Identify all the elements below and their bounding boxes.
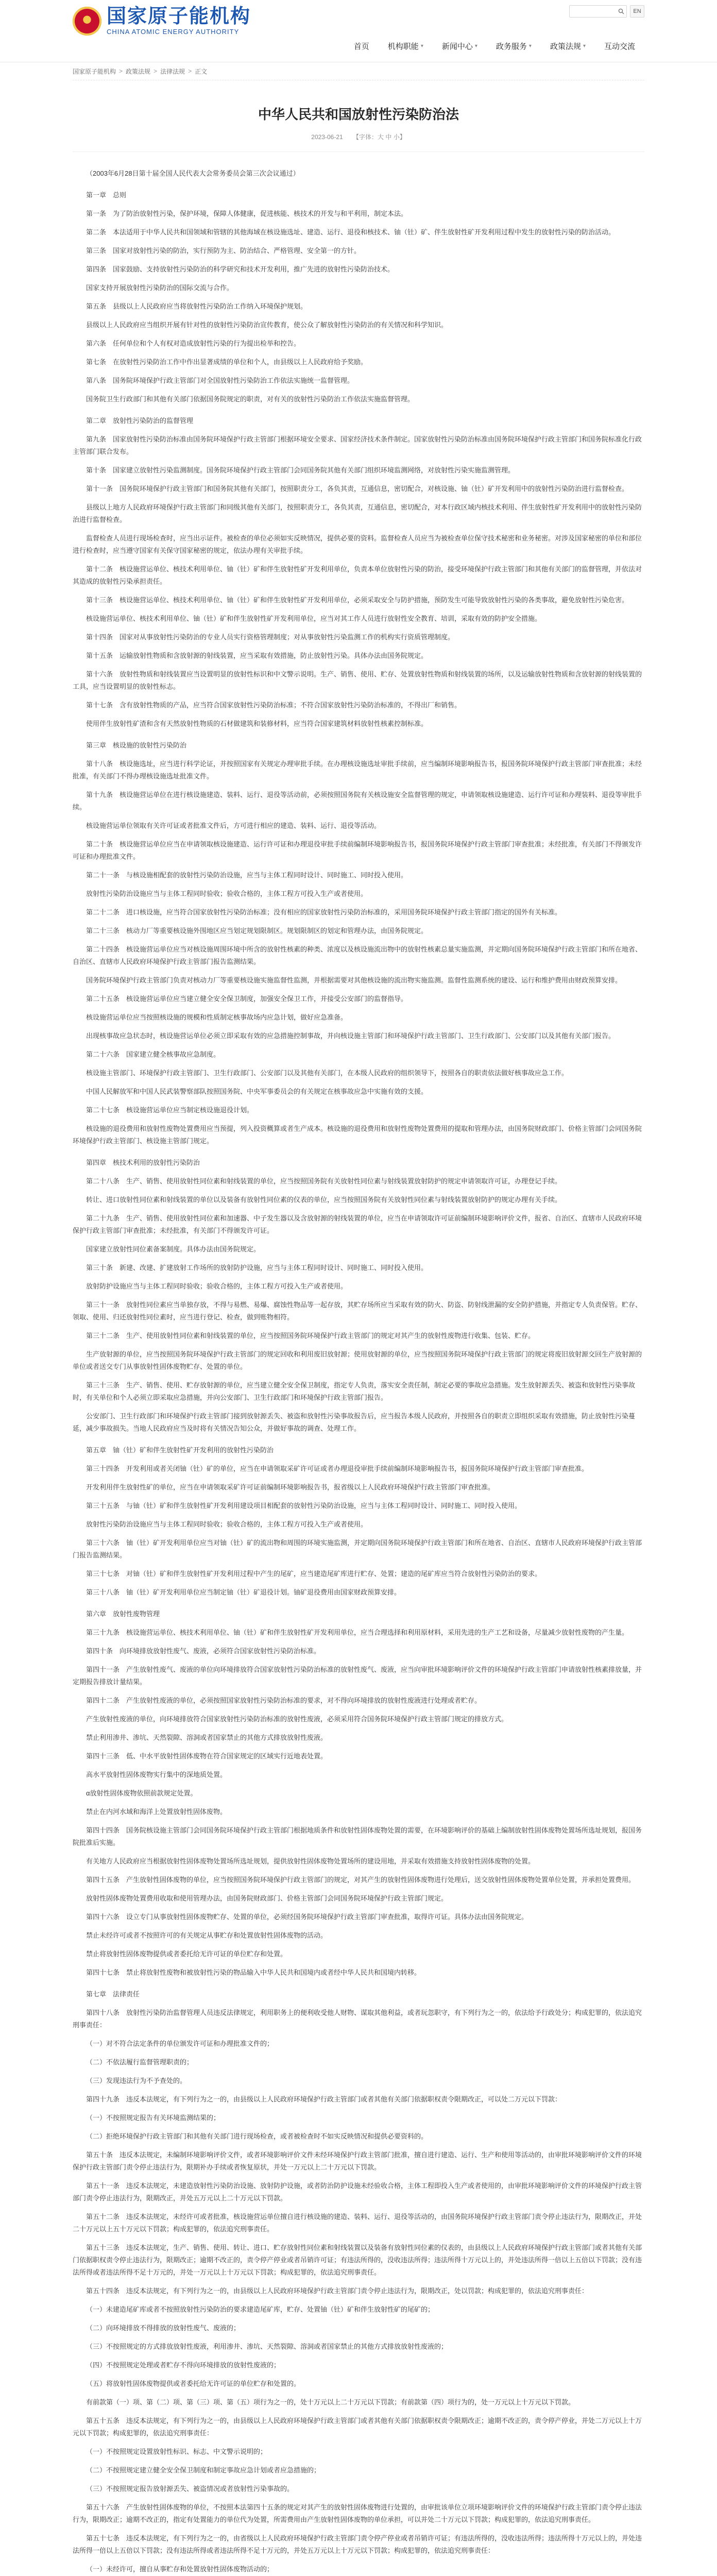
article-paragraph: 第十五条 运输放射性物质和含放射源的射线装置，应当采取有效措施，防止放射性污染。具体办法由国务院规定。 <box>86 652 428 659</box>
article-paragraph: 第二十五条 核设施营运单位应当建立健全安全保卫制度，加强安全保卫工作，并接受公安部门的监督指导。 <box>86 995 408 1003</box>
article-paragraph: 第三十四条 开发利用或者关闭铀（钍）矿的单位，应当在申请领取采矿许可证或者办理退役审批手续前编制环境影响报告书，报国务院环境保护行政主管部门审查批准。 <box>86 1465 589 1472</box>
article-paragraph: 第十三条 核设施营运单位、核技术利用单位、铀（钍）矿和伴生放射性矿开发利用单位，必须采取安全与防护措施，预防发生可能导致放射性污染的各类事故，避免放射性污染危害。 <box>86 596 629 604</box>
article-paragraph: 第四十二条 产生放射性废液的单位，必须按照国家放射性污染防治标准的要求，对不得向环境排放的放射性废液进行处理或者贮存。 <box>86 1697 482 1704</box>
nav-item[interactable] <box>345 37 379 55</box>
font-size-switcher[interactable]: 【字体：大 中 小】 <box>353 133 406 141</box>
site-logo[interactable] <box>73 6 251 36</box>
article-paragraph: 第五十一条 违反本法规定，未建造放射性污染防治设施、放射防护设施，或者防治防护设施未经验收合格，主体工程即投入生产或者使用的，由审批环境影响评价文件的环境保护行政主管部门责令停止违法行为，限期改正，并处五万元以上二十万元以下罚款。 <box>73 2182 642 2202</box>
article-paragraph: 使用伴生放射性矿渣和含有天然放射性物质的石材做建筑和装修材料，应当符合国家建筑材料放射性核素控制标准。 <box>86 720 428 727</box>
article-paragraph: 第二十八条 生产、销售、使用放射性同位素和射线装置的单位，应当按照国务院有关放射性同位素与射线装置放射防护的规定申请领取许可证，办理登记手续。 <box>86 1177 562 1185</box>
article-paragraph: 第九条 国家放射性污染防治标准由国务院环境保护行政主管部门根据环境安全要求、国家经济技术条件制定。国家放射性污染防治标准由国务院环境保护行政主管部门和国务院标准化行政主管部门联合发布。 <box>73 435 642 455</box>
nav-item-label: 首页 <box>353 42 369 51</box>
article-meta <box>73 132 644 141</box>
search-box <box>569 5 627 18</box>
article-paragraph: （二）拒绝环境保护行政主管部门和其他有关部门进行现场检查，或者被检查时不如实反映情况和提供必要资料的。 <box>86 2132 428 2140</box>
article-paragraph: 第四十条 向环境排放放射性废气、废液，必须符合国家放射性污染防治标准。 <box>86 1647 321 1655</box>
article-paragraph: 县级以上地方人民政府环境保护行政主管部门和同级其他有关部门，按照职责分工，各负其责，互通信息，密切配合，对本行政区域内核技术利用、伴生放射性矿开发利用中的放射性污染防治进行监督检查。 <box>73 503 642 523</box>
site-header <box>0 0 717 62</box>
article-paragraph: 第五十七条 违反本法规定，有下列行为之一的，由省级以上人民政府环境保护行政主管部门责令停产停业或者吊销许可证；有违法所得的，没收违法所得；违法所得十万元以上的，并处违法所得一倍以上五倍以下罚款；没有违法所得或者违法所得不足十万元的，并处五万元以上十万元以下罚款；构成犯罪的，依法追究刑事责任： <box>73 2534 642 2554</box>
nav-item-label: 新闻中心 <box>441 42 473 51</box>
article-paragraph: 产生放射性废液的单位，向环境排放符合国家放射性污染防治标准的放射性废液，必须采用符合国务院环境保护行政主管部门规定的排放方式。 <box>86 1715 508 1723</box>
breadcrumb-item[interactable]: 国家原子能机构 <box>73 67 116 75</box>
article-paragraph: 国家支持开展放射性污染防治的国际交流与合作。 <box>86 284 234 292</box>
nav-item-label: 机构职能 <box>387 42 419 51</box>
breadcrumb-item: 正文 <box>195 67 208 75</box>
article-paragraph: 第四十九条 违反本法规定，有下列行为之一的，由县级以上人民政府环境保护行政主管部门或者其他有关部门依据职权责令限期改正，可以处二万元以下罚款： <box>86 2095 562 2103</box>
article-paragraph: 第十四条 国家对从事放射性污染防治的专业人员实行资格管理制度；对从事放射性污染监测工作的机构实行资质管理制度。 <box>86 633 455 641</box>
article-paragraph: 第三章 核设施的放射性污染防治 <box>86 741 187 749</box>
article-paragraph: 禁止未经许可或者不按照许可的有关规定从事贮存和处置放射性固体废物的活动。 <box>86 1931 328 1939</box>
article-paragraph: 第四条 国家鼓励、支持放射性污染防治的科学研究和技术开发利用，推广先进的放射性污染防治技术。 <box>86 265 395 273</box>
chevron-down-icon: ▾ <box>528 43 532 49</box>
article-paragraph: 第二十四条 核设施营运单位应当对核设施周围环境中所含的放射性核素的种类、浓度以及核设施流出物中的放射性核素总量实施监测，并定期向国务院环境保护行政主管部门和所在地省、自治区、直辖市人民政府环境保护行政主管部门报告监测结果。 <box>73 945 642 965</box>
article-paragraph: 核设施营运单位应当按照核设施的规模和性质制定核事故场内应急计划，做好应急准备。 <box>86 1013 348 1021</box>
article-body <box>73 167 644 2576</box>
article-paragraph: 第五条 县级以上人民政府应当将放射性污染防治工作纳入环境保护规划。 <box>86 302 308 310</box>
article-paragraph: 有关地方人民政府应当根据放射性固体废物处置场所选址规划，提供放射性固体废物处置场所的建设用地，并采取有效措施支持放射性固体废物的处置。 <box>86 1857 535 1865</box>
article-paragraph: （一）不按照规定报告有关环境监测结果的； <box>86 2114 220 2122</box>
article-paragraph: （一）对不符合法定条件的单位颁发许可证和办理批准文件的； <box>86 2040 274 2047</box>
breadcrumb-separator-icon: > <box>188 67 192 75</box>
article-paragraph: 监督检查人员进行现场检查时，应当出示证件。被检查的单位必须如实反映情况，提供必要的资料。监督检查人员应当为被检查单位保守技术秘密和业务秘密。对涉及国家秘密的单位和部位进行检查时，应当遵守国家有关保守国家秘密的规定，依法办理有关审批手续。 <box>73 534 642 554</box>
top-toolbar <box>569 5 644 18</box>
article-paragraph: 第一章 总则 <box>86 191 127 199</box>
article-paragraph: 第二十三条 核动力厂等重要核设施外围地区应当划定规划限制区。规划限制区的划定和管理办法，由国务院规定。 <box>86 927 428 935</box>
nav-item[interactable] <box>433 37 487 55</box>
breadcrumb <box>73 62 644 80</box>
article-paragraph: （一）不按照规定设置放射性标识、标志、中文警示说明的； <box>86 2448 267 2455</box>
article-paragraph: （四）不按照规定处理或者贮存不得向环境排放的放射性废液的； <box>86 2361 281 2369</box>
article-paragraph: 第五十四条 违反本法规定，有下列行为之一的，由县级以上人民政府环境保护行政主管部门责令停止违法行为，限期改正，处以罚款；构成犯罪的，依法追究刑事责任： <box>86 2287 589 2295</box>
nav-item-label: 政策法规 <box>550 42 581 51</box>
article-paragraph: α放射性固体废物依照前款规定处置。 <box>86 1789 197 1797</box>
article-paragraph: 第六条 任何单位和个人有权对造成放射性污染的行为提出检举和控告。 <box>86 340 301 347</box>
article-paragraph: 转让、进口放射性同位素和射线装置的单位以及装备有放射性同位素的仪表的单位，应当按照国务院有关放射性同位素与射线装置放射防护的规定办理有关手续。 <box>86 1196 562 1204</box>
article-paragraph: 第五章 铀（钍）矿和伴生放射性矿开发利用的放射性污染防治 <box>86 1446 274 1454</box>
main-nav <box>345 37 644 55</box>
article-paragraph: 公安部门、卫生行政部门和环境保护行政主管部门接到放射源丢失、被盗和放射性污染事故报告后，应当报告本级人民政府，并按照各自的职责立即组织采取有效措施，防止放射性污染蔓延，减少事故损失。当地人民政府应当及时将有关情况告知公众，并做好事故的调查、处理工作。 <box>73 1412 636 1432</box>
article-paragraph: 生产放射源的单位，应当按照国务院环境保护行政主管部门的规定回收和利用废旧放射源；使用放射源的单位，应当按照国务院环境保护行政主管部门的规定将废旧放射源交回生产放射源的单位或者送交专门从事放射性固体废物贮存、处置的单位。 <box>73 1350 642 1370</box>
article-container <box>73 80 644 2576</box>
article-paragraph: 第十一条 国务院环境保护行政主管部门和国务院其他有关部门，按照职责分工，各负其责，互通信息，密切配合，对核设施、铀（钍）矿开发利用中的放射性污染防治进行监督检查。 <box>86 485 629 493</box>
site-name-en: CHINA ATOMIC ENERGY AUTHORITY <box>107 28 240 36</box>
article-paragraph: 核设施营运单位、核技术利用单位、铀（钍）矿和伴生放射性矿开发利用单位，应当对其工作人员进行放射性安全教育、培训，采取有效的防护安全措施。 <box>86 615 542 622</box>
breadcrumb-separator-icon: > <box>119 67 123 75</box>
article-paragraph: 第四十一条 产生放射性废气、废液的单位向环境排放符合国家放射性污染防治标准的放射性废气、废液，应当向审批环境影响评价文件的环境保护行政主管部门申请放射性核素排放量，并定期报告排放计量结果。 <box>73 1666 642 1686</box>
article-paragraph: 禁止利用渗井、渗坑、天然裂隙、溶洞或者国家禁止的其他方式排放放射性废液。 <box>86 1734 328 1741</box>
nav-item-label: 政务服务 <box>496 42 527 51</box>
article-paragraph: 第四十七条 禁止将放射性废物和被放射性污染的物品输入中华人民共和国境内或者经中华人民共和国境内转移。 <box>86 1969 421 1976</box>
article-paragraph: 有前款第（一）项、第（二）项、第（三）项、第（五）项行为之一的，处十万元以上二十万元以下罚款；有前款第（四）项行为的，处一万元以上十万元以下罚款。 <box>86 2398 575 2406</box>
search-icon[interactable] <box>616 6 626 17</box>
article-paragraph: 禁止将放射性固体废物提供或者委托给无许可证的单位贮存和处置。 <box>86 1950 287 1958</box>
article-paragraph: 第四十五条 产生放射性固体废物的单位，应当按照国务院环境保护行政主管部门的规定，对其产生的放射性固体废物进行处理后，送交放射性固体废物处置单位处置，并承担处置费用。 <box>86 1876 636 1884</box>
national-emblem-icon <box>73 7 101 36</box>
article-paragraph: 第五十二条 违反本法规定，未经许可或者批准，核设施营运单位擅自进行核设施的建造、装料、运行、退役等活动的，由国务院环境保护行政主管部门责令停止违法行为，限期改正，并处二十万元以上五十万元以下罚款；构成犯罪的，依法追究刑事责任。 <box>73 2213 642 2233</box>
article-paragraph: 第二十条 核设施营运单位应当在申请领取核设施建造、运行许可证和办理退役审批手续前编制环境影响报告书，报国务院环境保护行政主管部门审查批准；未经批准，有关部门不得颁发许可证和办理批准文件。 <box>73 840 642 860</box>
nav-item[interactable] <box>595 37 644 55</box>
article-paragraph: 第三条 国家对放射性污染的防治，实行预防为主、防治结合、严格管理、安全第一的方针。 <box>86 247 361 255</box>
article-paragraph: 国务院卫生行政部门和其他有关部门依据国务院规定的职责，对有关的放射性污染防治工作依法实施监督管理。 <box>86 395 415 403</box>
article-paragraph: 第三十二条 生产、使用放射性同位素和射线装置的单位，应当按照国务院环境保护行政主管部门的规定对其产生的放射性废物进行收集、包装、贮存。 <box>86 1332 535 1340</box>
article-paragraph: 放射防护设施应当与主体工程同时验收；验收合格的，主体工程方可投入生产或者使用。 <box>86 1282 348 1290</box>
article-paragraph: 第二章 放射性污染防治的监督管理 <box>86 417 194 425</box>
article-paragraph: 第三十七条 对铀（钍）矿和伴生放射性矿开发利用过程中产生的尾矿，应当建造尾矿库进行贮存、处置；建造的尾矿库应当符合放射性污染防治的要求。 <box>86 1570 542 1578</box>
article-paragraph: 第二条 本法适用于中华人民共和国领域和管辖的其他海域在核设施选址、建造、运行、退役和核技术、铀（钍）矿、伴生放射性矿开发利用过程中发生的放射性污染的防治活动。 <box>86 228 616 236</box>
article-paragraph: 第七章 法律责任 <box>86 1990 140 1998</box>
article-paragraph: （二）不依法履行监督管理职责的； <box>86 2058 194 2066</box>
nav-item[interactable] <box>379 37 433 55</box>
article-paragraph: 第二十九条 生产、销售、使用放射性同位素和加速器、中子发生器以及含放射源的射线装置的单位，应当在申请领取许可证前编制环境影响评价文件，报省、自治区、直辖市人民政府环境保护行政主管部门审查批准；未经批准，有关部门不得颁发许可证。 <box>73 1214 642 1234</box>
article-paragraph: 第十八条 核设施选址，应当进行科学论证，并按照国家有关规定办理审批手续。在办理核设施选址审批手续前，应当编制环境影响报告书，报国务院环境保护行政主管部门审查批准；未经批准，有关部门不得办理核设施选址批准文件。 <box>73 760 642 780</box>
article-paragraph: （三）不按照规定的方式排放放射性废液，利用渗井、渗坑、天然裂隙、溶洞或者国家禁止的其他方式排放放射性废液的； <box>86 2343 448 2350</box>
article-paragraph: 第二十二条 进口核设施，应当符合国家放射性污染防治标准；没有相应的国家放射性污染防治标准的，采用国务院环境保护行政主管部门指定的国外有关标准。 <box>86 908 562 916</box>
title-divider <box>73 151 644 152</box>
chevron-down-icon: ▾ <box>583 43 586 49</box>
article-paragraph: 第四章 核技术利用的放射性污染防治 <box>86 1159 200 1166</box>
article-paragraph: 放射性污染防治设施应当与主体工程同时验收；验收合格的，主体工程方可投入生产或者使用。 <box>86 1520 368 1528</box>
nav-item-label: 互动交流 <box>604 42 635 51</box>
article-paragraph: 第三十三条 生产、销售、使用、贮存放射源的单位，应当建立健全安全保卫制度，指定专人负责，落实安全责任制，制定必要的事故应急措施。发生放射源丢失、被盗和放射性污染事故时，有关单位和个人必须立即采取应急措施，并向公安部门、卫生行政部门和环境保护行政主管部门报告。 <box>73 1381 636 1401</box>
article-paragraph: （二）不按照规定建立健全安全保卫制度和制定事故应急计划或者应急措施的； <box>86 2466 321 2474</box>
article-paragraph: 第三十九条 核设施营运单位、核技术利用单位、铀（钍）矿和伴生放射性矿开发利用单位，应当合理选择和利用原材料，采用先进的生产工艺和设备，尽量减少放射性废物的产生量。 <box>86 1629 629 1636</box>
article-paragraph: 第十条 国家建立放射性污染监测制度。国务院环境保护行政主管部门会同国务院其他有关部门组织环境监测网络，对放射性污染实施监测管理。 <box>86 466 515 474</box>
article-paragraph: 国家建立放射性同位素备案制度。具体办法由国务院规定。 <box>86 1245 261 1253</box>
breadcrumb-item[interactable]: 法律法规 <box>160 67 185 75</box>
article-paragraph: 第一条 为了防治放射性污染，保护环境，保障人体健康，促进核能、核技术的开发与和平利用，制定本法。 <box>86 210 408 217</box>
article-paragraph: 第五十条 违反本法规定，未编制环境影响评价文件，或者环境影响评价文件未经环境保护行政主管部门批准，擅自进行建造、运行、生产和使用等活动的，由审批环境影响评价文件的环境保护行政主管部门责令停止违法行为，限期补办手续或者恢复原状，并处一万元以上二十万元以下罚款。 <box>73 2151 642 2171</box>
language-switch-button[interactable]: EN <box>630 5 644 18</box>
article-paragraph: 第五十六条 产生放射性固体废物的单位，不按照本法第四十五条的规定对其产生的放射性固体废物进行处置的，由审批该单位立项环境影响评价文件的环境保护行政主管部门责令停止违法行为，限期改正；逾期不改正的，指定有处置能力的单位代为处置，所需费用由产生放射性固体废物的单位承担，可以并处二十万元以下罚款；构成犯罪的，依法追究刑事责任。 <box>73 2503 642 2523</box>
breadcrumb-item[interactable]: 政策法规 <box>126 67 151 75</box>
article-paragraph: 出现核事故应急状态时，核设施营运单位必须立即采取有效的应急措施控制事故，并向核设施主管部门和环境保护行政主管部门、卫生行政部门、公安部门以及其他有关部门报告。 <box>86 1032 616 1040</box>
search-input[interactable] <box>570 7 616 16</box>
article-paragraph: 国务院环境保护行政主管部门负责对核动力厂等重要核设施实施监督性监测，并根据需要对其他核设施的流出物实施监测。监督性监测系统的建设、运行和维护费用由财政预算安排。 <box>86 976 622 984</box>
article-paragraph: （2003年6月28日第十届全国人民代表大会常务委员会第三次会议通过） <box>86 170 300 177</box>
chevron-down-icon: ▾ <box>474 43 477 49</box>
article-paragraph: 第七条 在放射性污染防治工作中作出显著成绩的单位和个人，由县级以上人民政府给予奖励。 <box>86 358 368 366</box>
article-paragraph: 第八条 国务院环境保护行政主管部门对全国放射性污染防治工作依法实施统一监督管理。 <box>86 377 354 384</box>
article-paragraph: 放射性污染防治设施应当与主体工程同时验收；验收合格的，主体工程方可投入生产或者使用。 <box>86 890 368 897</box>
article-paragraph: 第十二条 核设施营运单位、核技术利用单位、铀（钍）矿和伴生放射性矿开发利用单位，负责本单位放射性污染的防治，接受环境保护行政主管部门和其他有关部门的监督管理，并依法对其造成的放射性污染承担责任。 <box>73 565 642 585</box>
article-paragraph: 第三十八条 铀（钍）矿开发利用单位应当制定铀（钍）矿退役计划。铀矿退役费用由国家财政预算安排。 <box>86 1588 401 1596</box>
chevron-down-icon: ▾ <box>420 43 423 49</box>
article-paragraph: 第二十一条 与核设施相配套的放射性污染防治设施，应当与主体工程同时设计、同时施工、同时投入使用。 <box>86 871 408 879</box>
article-paragraph: 第十六条 放射性物质和射线装置应当设置明显的放射性标识和中文警示说明。生产、销售、使用、贮存、处置放射性物质和射线装置的场所，以及运输放射性物质和含放射源的射线装置的工具，应当设置明显的放射性标志。 <box>73 670 642 690</box>
article-paragraph: 第十七条 含有放射性物质的产品，应当符合国家放射性污染防治标准；不符合国家放射性污染防治标准的，不得出厂和销售。 <box>86 701 462 709</box>
article-paragraph: 核设施主管部门、环境保护行政主管部门、卫生行政部门、公安部门以及其他有关部门，在本级人民政府的组织领导下，按照各自的职责依法做好核事故应急工作。 <box>86 1069 569 1077</box>
article-paragraph: 开发利用伴生放射性矿的单位，应当在申请领取采矿许可证前编制环境影响报告书，报省级以上人民政府环境保护行政主管部门审查批准。 <box>86 1483 495 1491</box>
nav-item[interactable] <box>487 37 541 55</box>
article-paragraph: 第二十六条 国家建立健全核事故应急制度。 <box>86 1050 220 1058</box>
article-paragraph: 第三十一条 放射性同位素应当单独存放，不得与易燃、易爆、腐蚀性物品等一起存放，其贮存场所应当采取有效的防火、防盗、防射线泄漏的安全防护措施，并指定专人负责保管。贮存、领取、使用、归还放射性同位素时，应当进行登记、检查，做到账物相符。 <box>73 1301 642 1321</box>
article-paragraph: 第三十五条 与铀（钍）矿和伴生放射性矿开发利用建设项目相配套的放射性污染防治设施，应当与主体工程同时设计、同时施工、同时投入使用。 <box>86 1502 522 1510</box>
article-paragraph: 第十九条 核设施营运单位在进行核设施建造、装料、运行、退役等活动前，必须按照国务院有关核设施安全监督管理的规定，申请领取核设施建造、运行许可证和办理装料、退役等审批手续。 <box>73 791 642 811</box>
article-paragraph: 禁止在内河水域和海洋上处置放射性固体废物。 <box>86 1808 227 1816</box>
article-paragraph: 第五十五条 违反本法规定，有下列行为之一的，由县级以上人民政府环境保护行政主管部门或者其他有关部门依据职权责令限期改正；逾期不改正的，责令停产停业，并处二万元以上十万元以下罚款；构成犯罪的，依法追究刑事责任： <box>73 2417 642 2437</box>
article-paragraph: 核设施的退役费用和放射性废物处置费用应当预提，列入投资概算或者生产成本。核设施的退役费用和放射性废物处置费用的提取和管理办法，由国务院财政部门、价格主管部门会同国务院环境保护行政主管部门、核设施主管部门规定。 <box>73 1125 642 1145</box>
article-paragraph: （一）未经许可，擅自从事贮存和处置放射性固体废物活动的； <box>86 2565 274 2573</box>
article-paragraph: 放射性固体废物处置费用收取和使用管理办法，由国务院财政部门、价格主管部门会同国务院环境保护行政主管部门规定。 <box>86 1894 448 1902</box>
article-paragraph: （二）向环境排放不得排放的放射性废气、废液的； <box>86 2324 241 2332</box>
article-paragraph: 第四十三条 低、中水平放射性固体废物在符合国家规定的区域实行近地表处置。 <box>86 1752 328 1760</box>
article-title: 中华人民共和国放射性污染防治法 <box>258 107 459 122</box>
article-paragraph: 第四十六条 设立专门从事放射性固体废物贮存、处置的单位，必须经国务院环境保护行政主管部门审查批准，取得许可证。具体办法由国务院规定。 <box>86 1913 528 1921</box>
article-paragraph: 第三十条 新建、改建、扩建放射工作场所的放射防护设施，应当与主体工程同时设计、同时施工、同时投入使用。 <box>86 1264 428 1272</box>
nav-item[interactable] <box>541 37 595 55</box>
article-paragraph: 第四十八条 放射性污染防治监督管理人员违反法律规定，利用职务上的便利收受他人财物、谋取其他利益，或者玩忽职守，有下列行为之一的，依法给予行政处分；构成犯罪的，依法追究刑事责任： <box>73 2009 642 2029</box>
article-paragraph: 第二十七条 核设施营运单位应当制定核设施退役计划。 <box>86 1106 254 1114</box>
article-paragraph: （五）将放射性固体废物提供或者委托给无许可证的单位贮存和处置的。 <box>86 2380 301 2387</box>
article-paragraph: 第六章 放射性废物管理 <box>86 1610 160 1618</box>
article-paragraph: 核设施营运单位领取有关许可证或者批准文件后，方可进行相应的建造、装料、运行、退役等活动。 <box>86 822 381 829</box>
site-name-cn: 国家原子能机构 <box>107 6 251 27</box>
article-paragraph: 县级以上人民政府应当组织开展有针对性的放射性污染防治宣传教育，使公众了解放射性污染防治的有关情况和科学知识。 <box>86 321 448 329</box>
article-paragraph: 高水平放射性固体废物实行集中的深地质处置。 <box>86 1771 227 1778</box>
article-paragraph: （一）未建造尾矿库或者不按照放射性污染防治的要求建造尾矿库，贮存、处置铀（钍）矿和伴生放射性矿的尾矿的； <box>86 2306 435 2313</box>
article-paragraph: 第四十四条 国务院核设施主管部门会同国务院环境保护行政主管部门根据地质条件和放射性固体废物处置的需要，在环境影响评价的基础上编制放射性固体废物处置场所选址规划，报国务院批准后实施。 <box>73 1826 642 1846</box>
breadcrumb-separator-icon: > <box>153 67 158 75</box>
article-paragraph: 中国人民解放军和中国人民武装警察部队按照国务院、中央军事委员会的有关规定在核事故应急中实施有效的支援。 <box>86 1088 428 1095</box>
article-paragraph: 第三十六条 铀（钍）矿开发利用单位应当对铀（钍）矿的流出物和周围的环境实施监测，并定期向国务院环境保护行政主管部门和所在地省、自治区、直辖市人民政府环境保护行政主管部门报告监测结果。 <box>73 1539 642 1559</box>
article-paragraph: （三）发现违法行为不予查处的。 <box>86 2077 187 2084</box>
article-paragraph: 第五十三条 违反本法规定，生产、销售、使用、转让、进口、贮存放射性同位素和射线装置以及装备有放射性同位素的仪表的，由县级以上人民政府环境保护行政主管部门或者其他有关部门依据职权责令停止违法行为，限期改正；逾期不改正的，责令停产停业或者吊销许可证；有违法所得的，没收违法所得；违法所得十万元以上的，并处违法所得一倍以上五倍以下罚款；没有违法所得或者违法所得不足十万元的，并处一万元以上十万元以下罚款；构成犯罪的，依法追究刑事责任。 <box>73 2244 642 2276</box>
article-paragraph: （三）不按照规定报告放射源丢失、被盗情况或者放射性污染事故的。 <box>86 2485 294 2493</box>
article-date: 2023-06-21 <box>311 133 343 141</box>
